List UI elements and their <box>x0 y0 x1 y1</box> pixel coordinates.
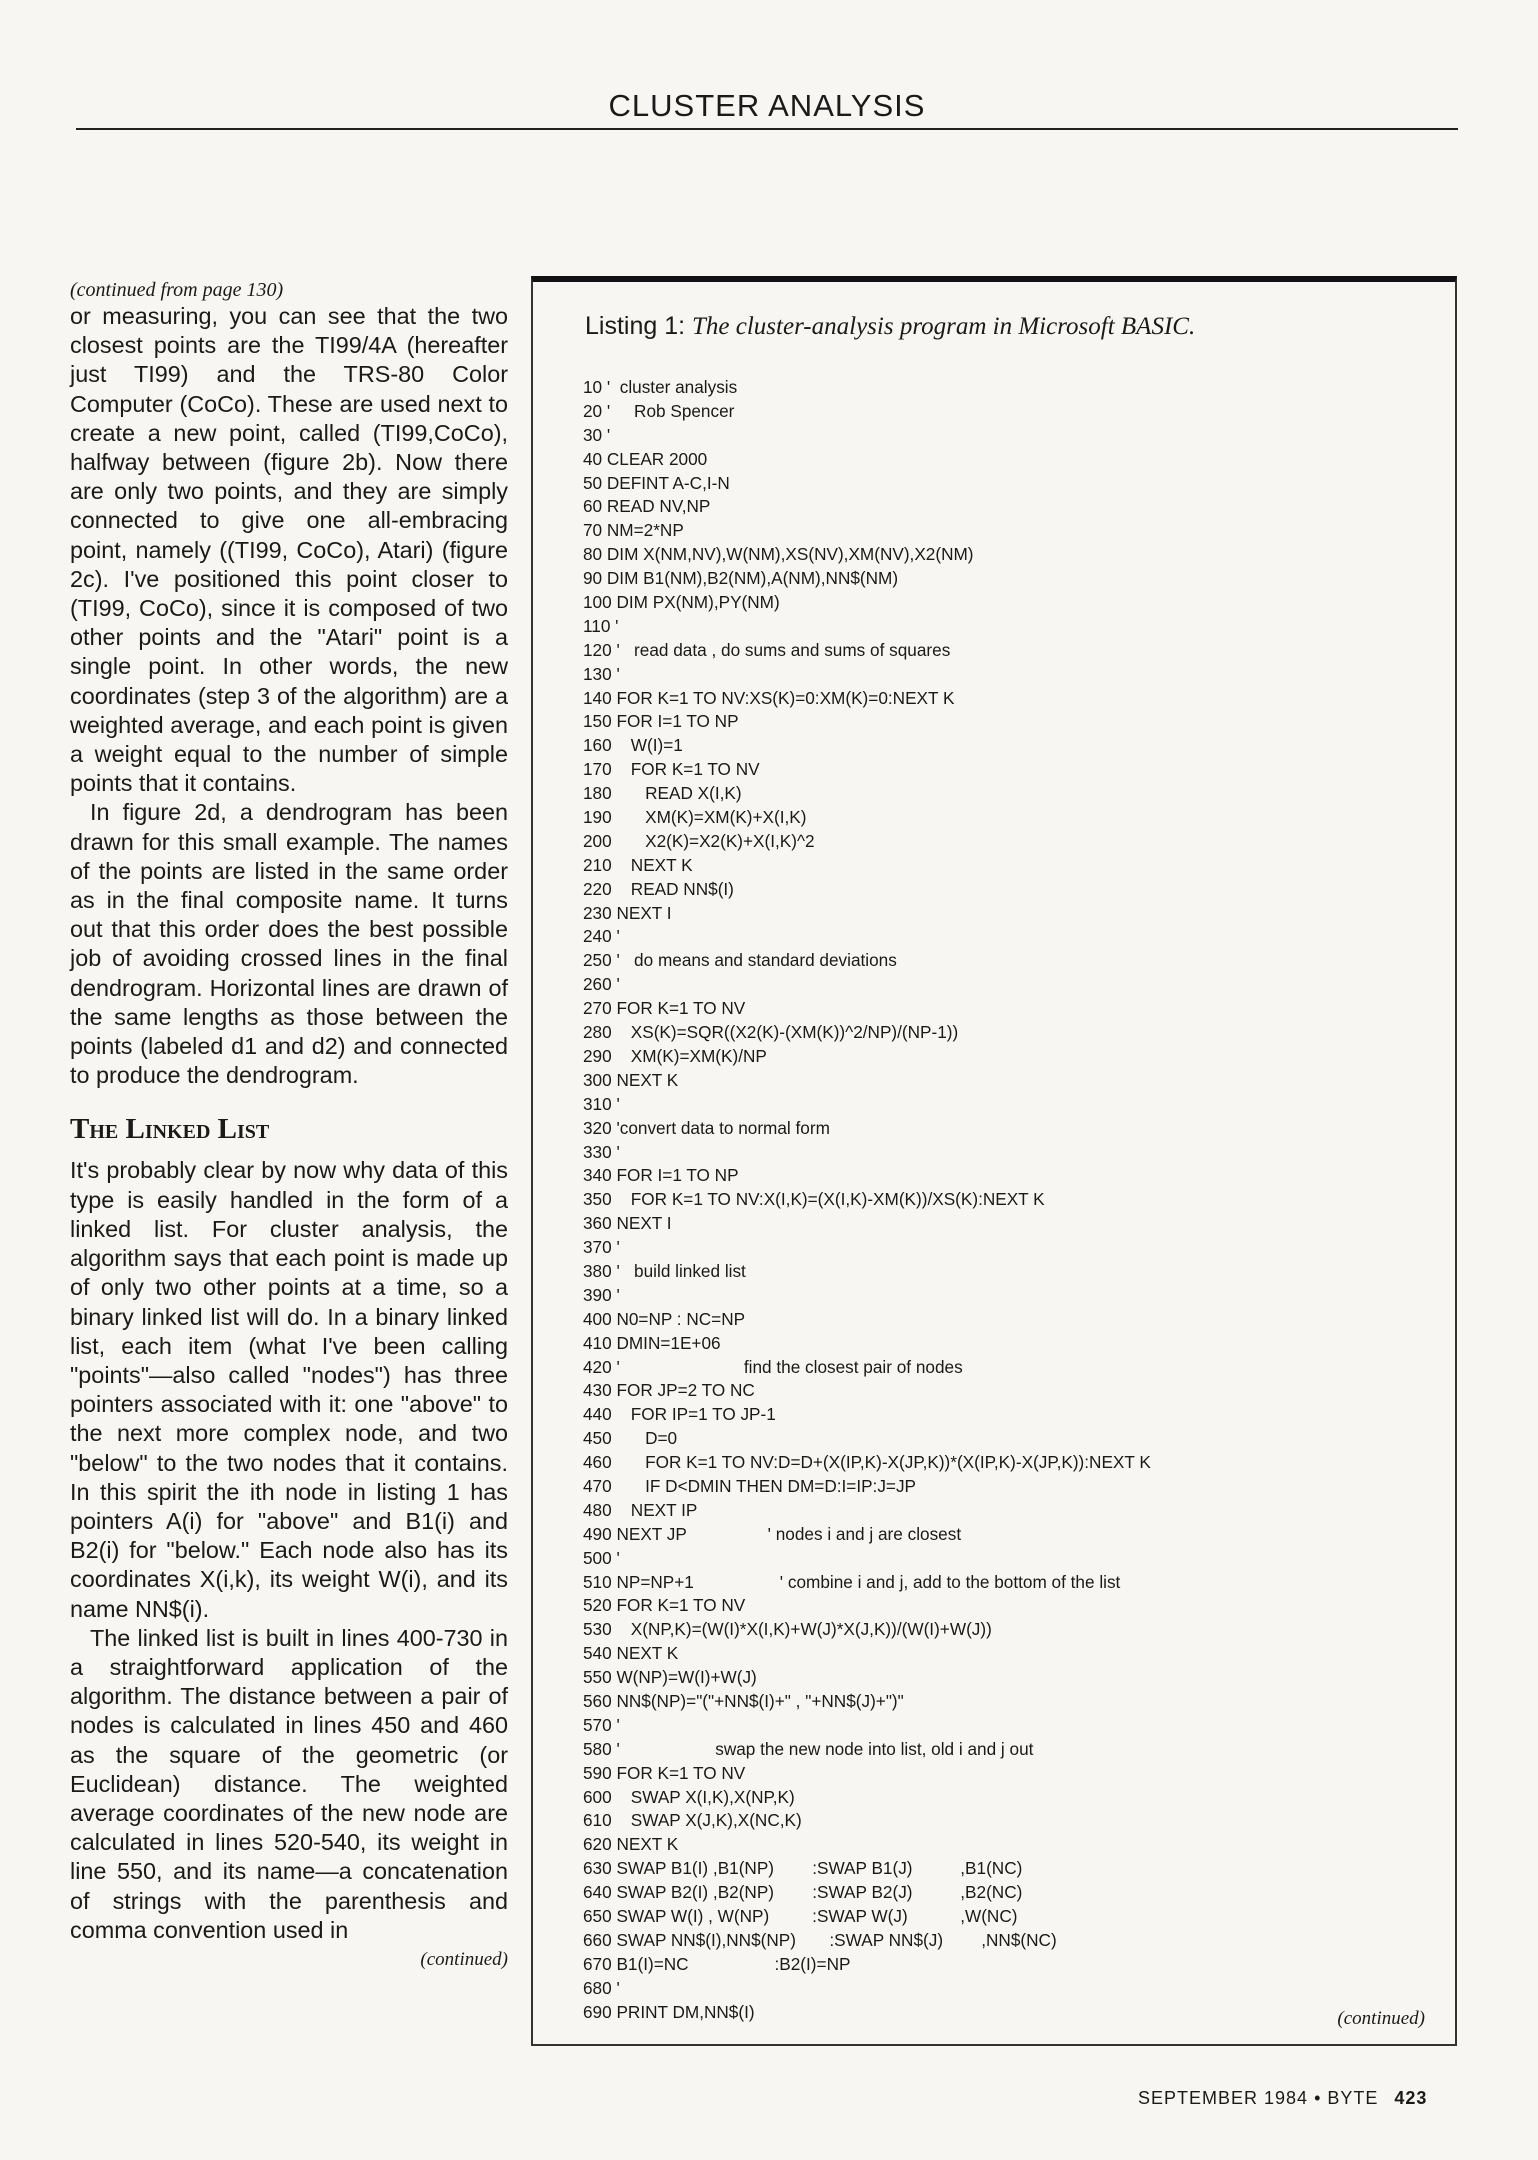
code-line: 500 ' <box>583 1547 620 1568</box>
code-line: 530 X(NP,K)=(W(I)*X(I,K)+W(J)*X(J,K))/(W(I)+W(J)) <box>583 1619 992 1640</box>
code-line: 300 NEXT K <box>583 1069 679 1090</box>
code-line: 540 NEXT K <box>583 1643 679 1664</box>
code-line: 310 ' <box>583 1093 620 1114</box>
code-line: 270 FOR K=1 TO NV <box>583 998 746 1019</box>
code-line: 280 XS(K)=SQR((X2(K)-(XM(K))^2/NP)/(NP-1)) <box>583 1022 959 1043</box>
code-line: 520 FOR K=1 TO NV <box>583 1595 746 1616</box>
code-line: 650 SWAP W(I) , W(NP) :SWAP W(J) ,W(NC) <box>583 1906 1018 1926</box>
code-line: 180 READ X(I,K) <box>583 783 742 804</box>
code-line: 170 FOR K=1 TO NV <box>583 759 760 780</box>
code-line: 90 DIM B1(NM),B2(NM),A(NM),NN$(NM) <box>583 568 899 589</box>
code-line: 510 NP=NP+1 ' combine i and j, add to the bottom of the list <box>583 1571 1121 1592</box>
code-line: 320 'convert data to normal form <box>583 1117 830 1138</box>
code-line: 570 ' <box>583 1714 620 1735</box>
code-line: 460 FOR K=1 TO NV:D=D+(X(IP,K)-X(JP,K))*(X(IP,K)-X(JP,K)):NEXT K <box>583 1452 1151 1473</box>
code-line: 630 SWAP B1(I) ,B1(NP) :SWAP B1(J) ,B1(NC) <box>583 1858 1023 1879</box>
code-line: 290 XM(K)=XM(K)/NP <box>583 1045 767 1066</box>
code-listing-box <box>531 276 1457 2046</box>
code-line: 430 FOR JP=2 TO NC <box>583 1380 755 1401</box>
code-line: 20 ' Rob Spencer <box>583 400 735 421</box>
code-line: 360 NEXT I <box>583 1213 672 1234</box>
code-line: 620 NEXT K <box>583 1834 679 1855</box>
code-line: 40 CLEAR 2000 <box>583 448 708 469</box>
running-header <box>76 84 1458 130</box>
code-line: 110 ' <box>583 615 619 636</box>
section-heading: The Linked List <box>70 1113 270 1146</box>
listing-title: The cluster-analysis program in Microsoft BASIC. <box>692 313 1196 340</box>
continued-note: (continued) <box>420 1948 508 1970</box>
code-line: 400 N0=NP : NC=NP <box>583 1308 746 1329</box>
code-line: 200 X2(K)=X2(K)+X(I,K)^2 <box>583 830 815 851</box>
listing-caption <box>585 312 1195 341</box>
code-line: 610 SWAP X(J,K),X(NC,K) <box>583 1810 802 1831</box>
code-line: 590 FOR K=1 TO NV <box>583 1762 746 1783</box>
code-line: 420 ' find the closest pair of nodes <box>583 1356 963 1377</box>
code-line: 600 SWAP X(I,K),X(NP,K) <box>583 1786 795 1807</box>
listing-continued-note: (continued) <box>1337 2008 1425 2029</box>
code-line: 440 FOR IP=1 TO JP-1 <box>583 1404 776 1425</box>
code-line: 450 D=0 <box>583 1428 678 1449</box>
article-paragraph: or measuring, you can see that the two closest points are the TI99/4A (hereafter just TI99) and the TRS-80 Color Computer (CoCo). These are used next to create a new point, called (TI99,CoCo), halfway between (figure 2b). Now there are only two points, and they are simply connected to give one all-embracing point, namely ((TI99, CoCo), Atari) (figure 2c). I've positioned this point closer to (TI99, CoCo), since it is composed of two other points and the "Atari" point is a single point. In other words, the new coordinates (step 3 of the algorithm) are a weighted average, and each point is given a weight equal to the number of simple points that it contains. <box>70 303 508 797</box>
listing-label: Listing 1: <box>585 312 686 340</box>
code-line: 660 SWAP NN$(I),NN$(NP) :SWAP NN$(J) ,NN$(NC) <box>583 1929 1057 1950</box>
code-line: 480 NEXT IP <box>583 1499 698 1520</box>
page-number: 423 <box>1394 2088 1428 2108</box>
code-line: 330 ' <box>583 1141 620 1162</box>
code-line: 690 PRINT DM,NN$(I) <box>583 2001 755 2022</box>
code-line: 340 FOR I=1 TO NP <box>583 1165 739 1186</box>
code-line: 240 ' <box>583 926 620 947</box>
code-line: 390 ' <box>583 1284 620 1305</box>
code-line: 160 W(I)=1 <box>583 735 683 756</box>
code-line: 210 NEXT K <box>583 854 693 875</box>
page-footer <box>1138 2088 1427 2109</box>
code-line: 550 W(NP)=W(I)+W(J) <box>583 1667 757 1688</box>
code-line: 70 NM=2*NP <box>583 520 684 541</box>
code-line: 560 NN$(NP)="("+NN$(I)+" , "+NN$(J)+")" <box>583 1690 904 1711</box>
code-listing <box>583 376 1443 2024</box>
code-line: 120 ' read data , do sums and sums of squares <box>583 639 951 660</box>
code-line: 140 FOR K=1 TO NV:XS(K)=0:XM(K)=0:NEXT K <box>583 687 955 708</box>
code-line: 260 ' <box>583 974 620 995</box>
article-column <box>70 278 508 2058</box>
code-line: 220 READ NN$(I) <box>583 878 734 899</box>
code-line: 130 ' <box>583 663 620 684</box>
code-line: 50 DEFINT A-C,I-N <box>583 472 730 493</box>
code-line: 230 NEXT I <box>583 902 672 923</box>
code-line: 380 ' build linked list <box>583 1260 746 1281</box>
article-paragraph: It's probably clear by now why data of this type is easily handled in the form of a linked list. For cluster analysis, the algorithm says that each point is made up of only two other points at a time, so a binary linked list will do. In a binary linked list, each item (what I've been calling "points"—also called "nodes") has three pointers associated with it: one "above" to the next more complex node, and two "below" to the two nodes that it contains. In this spirit the ith node in listing 1 has pointers A(i) for "above" and B1(i) and B2(i) for "below." Each node also has its coordinates X(i,k), its weight W(i), and its name NN$(i). <box>70 1157 508 1622</box>
header-title: CLUSTER ANALYSIS <box>608 88 926 123</box>
code-line: 670 B1(I)=NC :B2(I)=NP <box>583 1953 851 1974</box>
code-line: 680 ' <box>583 1977 620 1998</box>
code-line: 10 ' cluster analysis <box>583 377 738 397</box>
code-line: 30 ' <box>583 424 611 445</box>
code-line: 370 ' <box>583 1237 620 1258</box>
continued-from-note: (continued from page 130) <box>70 279 284 301</box>
code-line: 250 ' do means and standard deviations <box>583 950 897 971</box>
code-line: 470 IF D<DMIN THEN DM=D:I=IP:J=JP <box>583 1475 917 1496</box>
footer-issue: SEPTEMBER 1984 • BYTE <box>1138 2088 1379 2108</box>
code-line: 80 DIM X(NM,NV),W(NM),XS(NV),XM(NV),X2(NM) <box>583 544 974 565</box>
code-line: 100 DIM PX(NM),PY(NM) <box>583 592 780 613</box>
code-line: 410 DMIN=1E+06 <box>583 1332 721 1353</box>
code-line: 350 FOR K=1 TO NV:X(I,K)=(X(I,K)-XM(K))/XS(K):NEXT K <box>583 1189 1045 1210</box>
code-line: 490 NEXT JP ' nodes i and j are closest <box>583 1523 962 1544</box>
article-paragraph: The linked list is built in lines 400-730 in a straightforward application of the algorithm. The distance between a pair of nodes is calculated in lines 450 and 460 as the square of the geometric (or Euclidean) distance. The weighted average coordinates of the new node are calculated in lines 520-540, its weight in line 550, and its name—a concatenation of strings with the parenthesis and comma convention used in <box>70 1624 508 1943</box>
code-line: 580 ' swap the new node into list, old i and j out <box>583 1738 1034 1759</box>
code-line: 150 FOR I=1 TO NP <box>583 711 739 732</box>
code-line: 190 XM(K)=XM(K)+X(I,K) <box>583 807 807 828</box>
article-paragraph: In figure 2d, a dendrogram has been drawn for this small example. The names of the points are listed in the same order as in the final composite name. It turns out that this order does the best possible job of avoiding crossed lines in the final dendrogram. Horizontal lines are drawn of the same lengths as those between the points (labeled d1 and d2) and connected to produce the dendrogram. <box>70 799 508 1089</box>
code-line: 640 SWAP B2(I) ,B2(NP) :SWAP B2(J) ,B2(NC) <box>583 1882 1023 1903</box>
code-line: 60 READ NV,NP <box>583 496 711 517</box>
